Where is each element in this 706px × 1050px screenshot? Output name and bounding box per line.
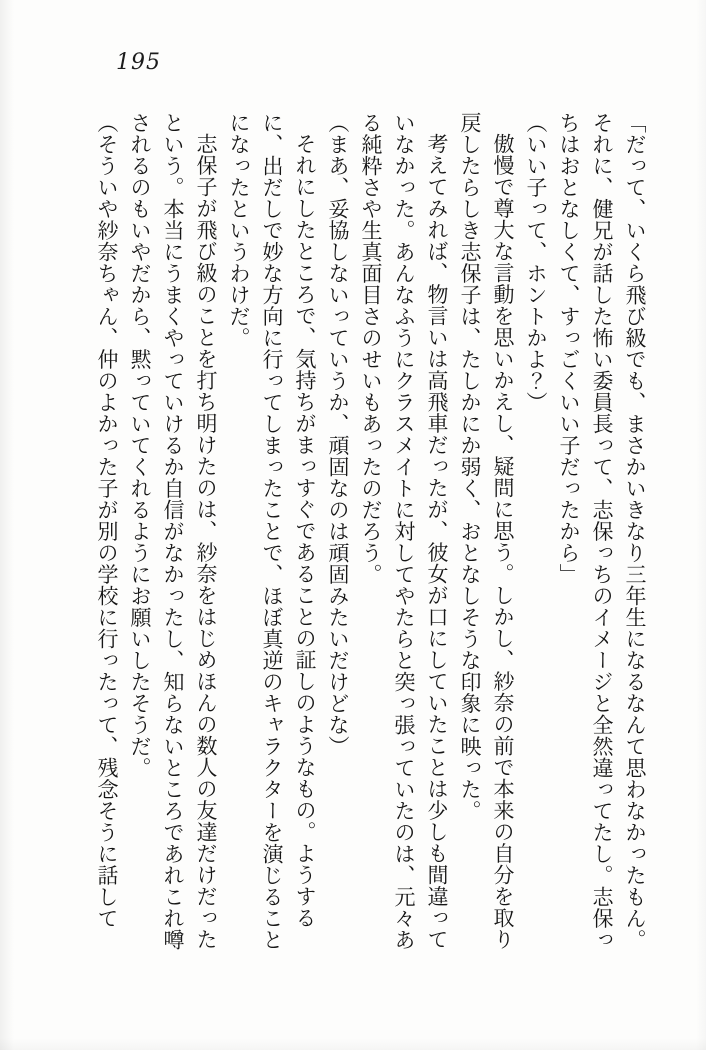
paragraph-thought: （いい子って、ホントかよ？） — [524, 112, 548, 413]
paragraph-narrative: 傲慢で尊大な言動を思いかえし、疑問に思う。しかし、紗奈の前で本来の自分を取り戻したらしき志保子は、たしかにか弱く、おとなしそうな印象に映った。 — [458, 112, 515, 950]
paragraph-thought: （まあ、妥協しないっていうか、頑固なのは頑固みたいだけどな） — [326, 112, 350, 757]
paragraph-thought: （そういや紗奈ちゃん、仲のよかった子が別の学校に行ったって、残念そうに話して — [95, 112, 119, 929]
paragraph-narrative: 考えてみれば、物言いは高飛車だったが、彼女が口にしていたことは少しも間違っていなかった。あんなふうにクラスメイトに対してやたらと突っ張っていたのは、元々ある純粋さや生真面目さのせいもあったのだろう。 — [359, 112, 449, 951]
vertical-text-block — [89, 112, 651, 953]
paragraph-narrative: それにしたところで、気持ちがまっすぐであることの証しのようなもの。ようするに、出だしで妙な方向に行ってしまったことで、ほぼ真逆のキャラクターを演じることになったというわけだ。 — [227, 112, 317, 951]
page-number: 195 — [116, 50, 161, 75]
paragraph-narrative: 志保子が飛び級のことを打ち明けたのは、紗奈をはじめほんの数人の友達だけだったという。本当にうまくやっていけるか自信がなかったし、知らないところであれこれ噂されるのもいやだから、黙っていてくれるようにお願いしたそうだ。 — [128, 112, 218, 951]
paragraph-dialogue: 「だって、いくら飛び級でも、まさかいきなり三年生になるなんて思わなかったもん。それに、健兄が話した怖い委員長って、志保っちのイメージと全然違ってたし。志保っちはおとなしくて、すっごくいい子だったから」 — [557, 112, 647, 951]
